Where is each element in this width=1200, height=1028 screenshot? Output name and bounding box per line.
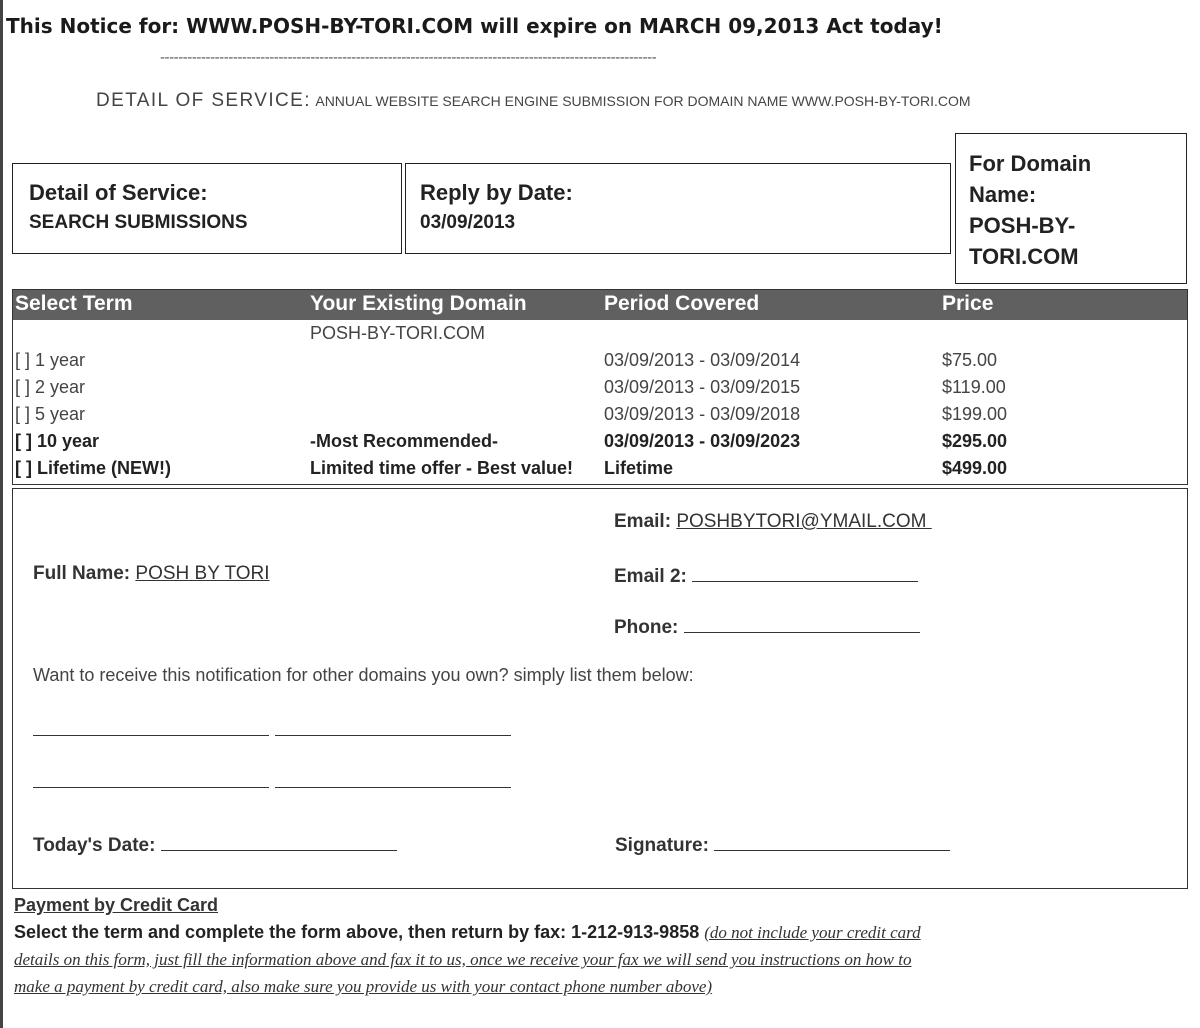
term-checkbox-5-year[interactable]: [ ] 5 year <box>15 404 86 424</box>
signature-field[interactable] <box>615 832 950 857</box>
expiry-notice: This Notice for: WWW.POSH-BY-TORI.COM will expire on MARCH 09,2013 Act today! <box>6 14 943 38</box>
other-domains-prompt: Want to receive this notification for other domains you own? simply list them below: <box>33 665 694 685</box>
reply-by-date: 03/09/2013 <box>420 212 516 233</box>
term-selection-table <box>12 289 1188 485</box>
payment-title: Payment by Credit Card <box>14 895 219 915</box>
phone-input-line[interactable] <box>684 614 920 633</box>
full-name-value[interactable]: POSH BY TORI <box>135 563 270 584</box>
header-select-term: Select Term <box>15 292 133 315</box>
other-domain-line[interactable] <box>275 787 511 788</box>
period-cell: 03/09/2013 - 03/09/2023 <box>604 431 801 451</box>
other-domain-line[interactable] <box>33 735 269 736</box>
detail-of-service-label: DETAIL OF SERVICE: <box>96 90 311 111</box>
todays-date-field[interactable] <box>33 832 397 857</box>
table-header-row <box>13 290 1187 320</box>
domain-name-box <box>955 133 1187 284</box>
domain-box-heading-1: For Domain <box>969 151 1092 176</box>
signature-label: Signature: <box>615 835 709 856</box>
domain-box-value-2: TORI.COM <box>969 244 1079 269</box>
email2-label: Email 2: <box>614 566 687 587</box>
payment-note: (do not include your credit card details on this form, just fill the information above and fax it to us, once we receive your fax we will send you instructions on how to make a payment by credit card, also make sure you provide us with your contact phone number above) <box>14 923 921 996</box>
table-row[interactable] <box>13 455 1187 482</box>
full-name-field[interactable] <box>33 563 270 585</box>
price-cell: $75.00 <box>942 350 998 370</box>
other-domain-line[interactable] <box>275 735 511 736</box>
period-cell: Lifetime <box>604 458 674 478</box>
existing-domain-name: POSH-BY-TORI.COM <box>310 323 486 343</box>
term-checkbox-1-year[interactable]: [ ] 1 year <box>15 350 86 370</box>
detail-of-service-value: ANNUAL WEBSITE SEARCH ENGINE SUBMISSION FOR DOMAIN NAME WWW.POSH-BY-TORI.COM <box>315 93 971 109</box>
reply-by-heading: Reply by Date: <box>420 180 573 205</box>
price-cell: $499.00 <box>942 458 1008 478</box>
service-box-value: SEARCH SUBMISSIONS <box>29 212 248 233</box>
todays-date-input-line[interactable] <box>161 832 397 851</box>
recommendation-note: -Most Recommended- <box>310 431 499 451</box>
domain-row <box>13 320 1187 347</box>
period-cell: 03/09/2013 - 03/09/2018 <box>604 404 801 424</box>
table-row[interactable] <box>13 428 1187 455</box>
service-detail-line <box>96 90 971 112</box>
header-price: Price <box>942 292 994 315</box>
reply-by-box <box>405 163 951 254</box>
term-checkbox-10-year[interactable]: [ ] 10 year <box>15 431 100 451</box>
phone-label: Phone: <box>614 617 679 638</box>
table-row[interactable] <box>13 401 1187 428</box>
service-box <box>12 163 402 254</box>
todays-date-label: Today's Date: <box>33 835 156 856</box>
term-checkbox-2-year[interactable]: [ ] 2 year <box>15 377 86 397</box>
price-cell: $119.00 <box>942 377 1006 397</box>
table-row[interactable] <box>13 374 1187 401</box>
table-row[interactable] <box>13 347 1187 374</box>
email2-input-line[interactable] <box>692 563 918 582</box>
fax-instruction: Select the term and complete the form above, then return by fax: 1-212-913-9858 <box>14 922 700 942</box>
signature-input-line[interactable] <box>714 832 950 851</box>
email2-field[interactable] <box>614 563 918 588</box>
period-cell: 03/09/2013 - 03/09/2014 <box>604 350 801 370</box>
header-period-covered: Period Covered <box>604 292 760 315</box>
page-left-border <box>0 0 3 1028</box>
price-cell: $199.00 <box>942 404 1008 424</box>
contact-form <box>12 488 1188 889</box>
full-name-label: Full Name: <box>33 563 131 584</box>
other-domain-line[interactable] <box>33 787 269 788</box>
payment-instructions <box>14 919 944 1000</box>
email-field[interactable] <box>614 511 932 533</box>
header-existing-domain: Your Existing Domain <box>310 292 527 315</box>
term-checkbox-lifetime[interactable]: [ ] Lifetime (NEW!) <box>15 458 171 478</box>
domain-box-value-1: POSH-BY- <box>969 213 1076 238</box>
offer-note: Limited time offer - Best value! <box>310 458 574 478</box>
period-cell: 03/09/2013 - 03/09/2015 <box>604 377 801 397</box>
service-box-heading: Detail of Service: <box>29 180 208 205</box>
divider-line: ------------------------------------------------------------------------------------------------------------- <box>160 50 657 66</box>
domain-box-heading-2: Name: <box>969 182 1037 207</box>
email-value[interactable]: POSHBYTORI@YMAIL.COM <box>676 511 927 532</box>
phone-field[interactable] <box>614 614 920 639</box>
email-label: Email: <box>614 511 672 532</box>
price-cell: $295.00 <box>942 431 1008 451</box>
